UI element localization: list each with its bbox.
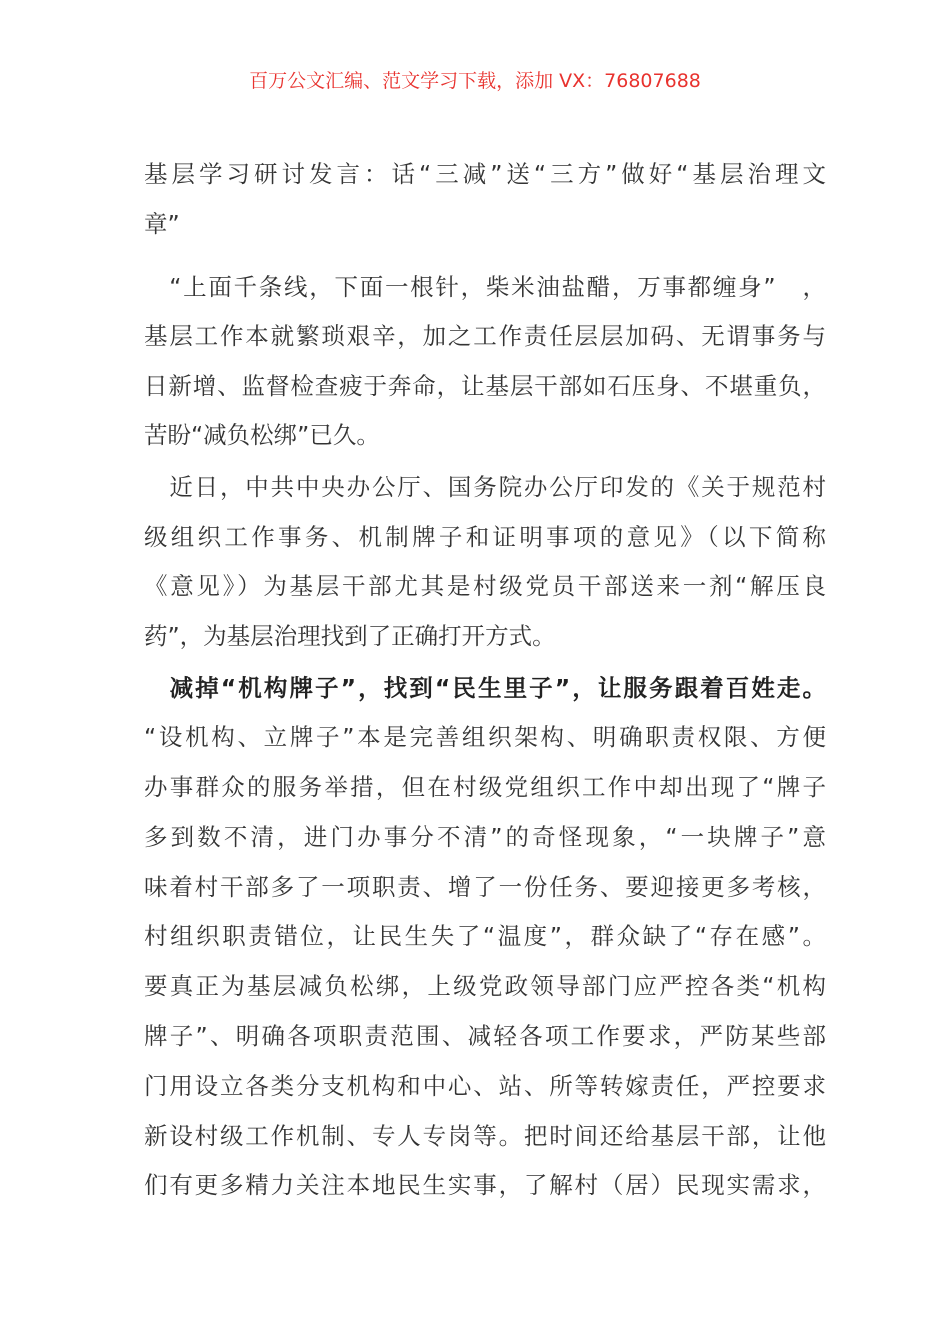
section-heading: 减掉“机构牌子”，找到“民生里子”，让服务跟着百姓走。 (144, 674, 826, 702)
title-line: 基层学习研讨发言：话“三减”送“三方”做好“基层治理文 (144, 160, 826, 188)
text-line: 办事群众的服务举措，但在村级党组织工作中却出现了“牌子 (144, 773, 826, 801)
text-line: 村组织职责错位，让民生失了“温度”，群众缺了“存在感”。 (144, 922, 826, 950)
text-line: 药”，为基层治理找到了正确打开方式。 (144, 622, 556, 650)
watermark-header: 百万公文汇编、范文学习下载，添加 VX：76807688 (249, 70, 701, 92)
text-line: 门用设立各类分支机构和中心、站、所等转嫁责任，严控要求 (144, 1072, 826, 1100)
text-line: 近日，中共中央办公厅、国务院办公厅印发的《关于规范村 (144, 473, 826, 501)
text-line: 基层工作本就繁琐艰辛，加之工作责任层层加码、无谓事务与 (144, 322, 826, 350)
text-line: 日新增、监督检查疲于奔命，让基层干部如石压身、不堪重负， (144, 372, 826, 400)
text-line: “上面千条线，下面一根针，柴米油盐醋，万事都缠身” ， (144, 273, 826, 301)
text-line: 多到数不清，进门办事分不清”的奇怪现象，“一块牌子”意 (144, 823, 826, 851)
text-line: 们有更多精力关注本地民生实事，了解村（居）民现实需求， (144, 1171, 826, 1199)
text-line: 级组织工作事务、机制牌子和证明事项的意见》（以下简称 (144, 523, 826, 551)
title-line: 章” (144, 210, 180, 238)
text-line: 牌子”、明确各项职责范围、减轻各项工作要求，严防某些部 (144, 1022, 826, 1050)
text-line: 苦盼“减负松绑”已久。 (144, 421, 380, 449)
text-line: 要真正为基层减负松绑，上级党政领导部门应严控各类“机构 (144, 972, 826, 1000)
text-line: 味着村干部多了一项职责、增了一份任务、要迎接更多考核， (144, 873, 826, 901)
text-line: “设机构、立牌子”本是完善组织架构、明确职责权限、方便 (144, 723, 826, 751)
text-line: 新设村级工作机制、专人专岗等。把时间还给基层干部，让他 (144, 1122, 826, 1150)
text-line: 《意见》）为基层干部尤其是村级党员干部送来一剂“解压良 (144, 572, 826, 600)
